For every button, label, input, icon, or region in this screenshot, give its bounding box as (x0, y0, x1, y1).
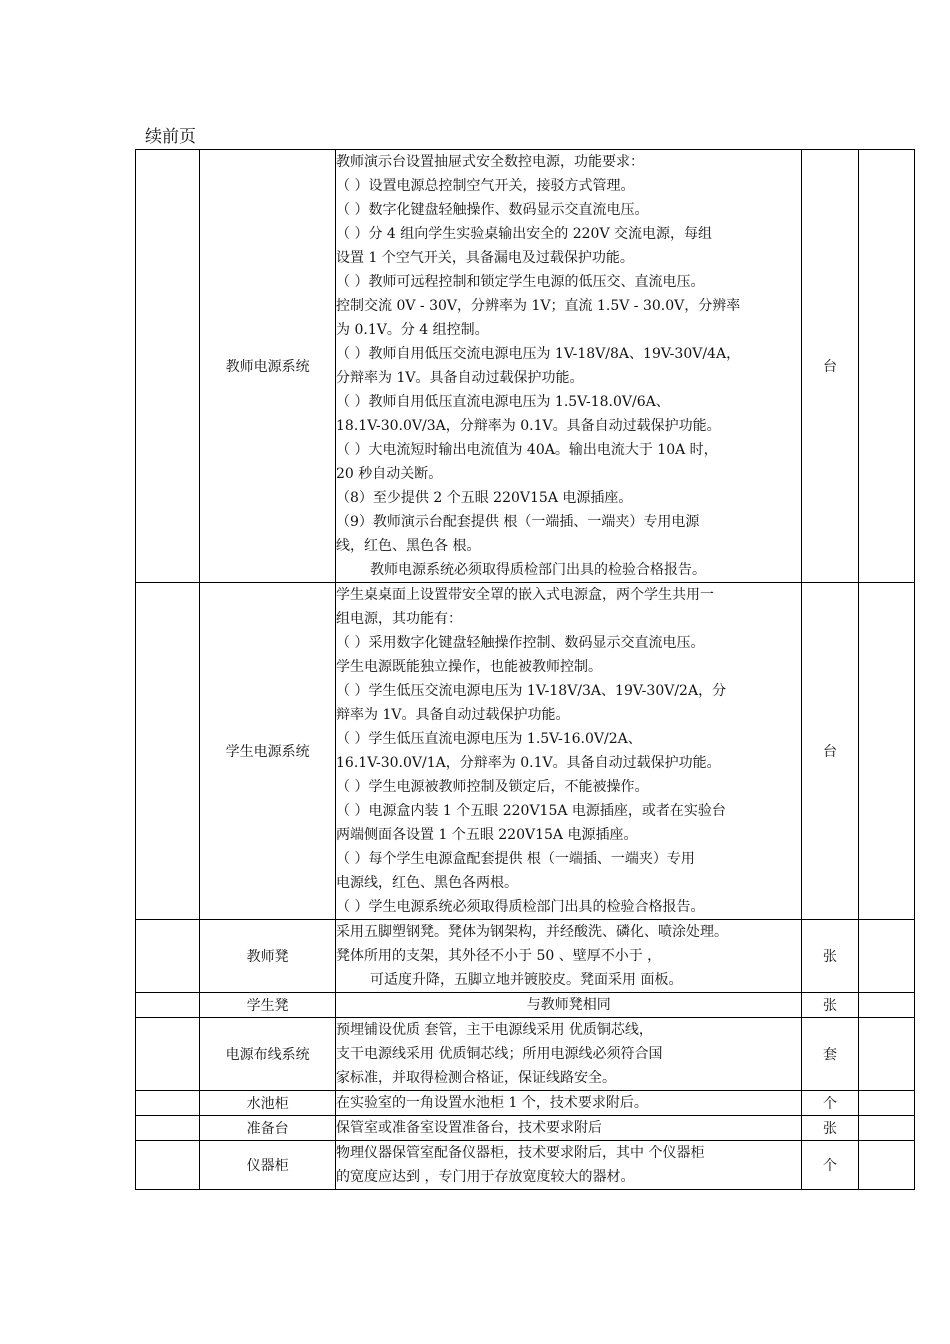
item-description (336, 150, 802, 583)
item-description (336, 920, 802, 993)
spec-table (135, 149, 915, 1190)
description-line: 保管室或准备室设置准备台，技术要求附后 (336, 1120, 603, 1136)
description-line: （ ）教师自用低压交流电源电压为 1V-18V/8A、19V-30V/4A， (336, 346, 741, 362)
description-line: 教师演示台设置抽屉式安全数控电源，功能要求： (336, 154, 645, 170)
description-line: （8）至少提供 2 个五眼 220V15A 电源插座。 (336, 490, 633, 506)
item-unit: 个 (802, 1141, 858, 1190)
description-line: 的宽度应达到 ，专门用于存放宽度较大的器材。 (336, 1169, 635, 1185)
item-unit: 张 (802, 993, 858, 1018)
item-name: 教师凳 (200, 920, 336, 993)
blank-cell (858, 583, 914, 920)
item-unit: 套 (802, 1018, 858, 1091)
blank-cell (858, 993, 914, 1018)
item-unit: 台 (802, 583, 858, 920)
table-row (136, 1116, 915, 1141)
blank-cell (858, 1116, 914, 1141)
item-description (336, 1018, 802, 1091)
description-line: 支干电源线采用 优质铜芯线；所用电源线必须符合国 (336, 1046, 663, 1062)
blank-cell (136, 1141, 200, 1190)
table-row (136, 1018, 915, 1091)
item-name: 水池柜 (200, 1091, 336, 1116)
description-line: （ ）学生低压直流电源电压为 1.5V-16.0V/2A、 (336, 731, 642, 747)
description-line: （ ）学生电源被教师控制及锁定后，不能被操作。 (336, 779, 649, 795)
blank-cell (136, 150, 200, 583)
item-name: 仪器柜 (200, 1141, 336, 1190)
page-heading: 续前页 (145, 127, 196, 147)
blank-cell (136, 583, 200, 920)
description-line: 组电源，其功能有： (336, 611, 463, 627)
description-line: （9）教师演示台配套提供 根（一端插、一端夹）专用电源 (336, 514, 700, 530)
description-line: （ ）分 4 组向学生实验桌输出安全的 220V 交流电源，每组 (336, 226, 713, 242)
blank-cell (858, 1018, 914, 1091)
item-description (336, 1141, 802, 1190)
description-line: 预埋铺设优质 套管，主干电源线采用 优质铜芯线， (336, 1022, 653, 1038)
description-line: （ ）电源盒内装 1 个五眼 220V15A 电源插座，或者在实验台 (336, 803, 726, 819)
item-description (336, 1091, 802, 1116)
description-line: 18.1V-30.0V/3A，分辩率为 0.1V。具备自动过载保护功能。 (336, 418, 721, 434)
description-line: 学生桌桌面上设置带安全罩的嵌入式电源盒，两个学生共用一 (336, 587, 715, 603)
blank-cell (136, 1091, 200, 1116)
item-description (336, 583, 802, 920)
table-row (136, 150, 915, 583)
description-line: 凳体所用的支架，其外径不小于 50 、壁厚不小于 ， (336, 948, 662, 964)
blank-cell (136, 920, 200, 993)
description-line: 学生电源既能独立操作，也能被教师控制。 (336, 659, 603, 675)
blank-cell (136, 1018, 200, 1091)
description-line: 物理仪器保管室配备仪器柜，技术要求附后，其中 个仪器柜 (336, 1145, 705, 1161)
blank-cell (858, 1091, 914, 1116)
description-line: 控制交流 0V - 30V，分辨率为 1V；直流 1.5V - 30.0V，分辨率 (336, 298, 741, 314)
blank-cell (858, 150, 914, 583)
table-row (136, 920, 915, 993)
description-line: 为 0.1V。分 4 组控制。 (336, 322, 489, 338)
description-line: 16.1V-30.0V/1A，分辩率为 0.1V。具备自动过载保护功能。 (336, 755, 721, 771)
item-name: 准备台 (200, 1116, 336, 1141)
blank-cell (136, 993, 200, 1018)
description-line: （ ）教师可远程控制和锁定学生电源的低压交、直流电压。 (336, 274, 705, 290)
item-description (336, 993, 802, 1018)
description-line: （ ）学生低压交流电源电压为 1V-18V/3A、19V-30V/2A，分 (336, 683, 727, 699)
item-unit: 张 (802, 1116, 858, 1141)
description-line: 电源线，红色、黑色各两根。 (336, 875, 519, 891)
blank-cell (858, 1141, 914, 1190)
description-line: （ ）教师自用低压直流电源电压为 1.5V-18.0V/6A、 (336, 394, 670, 410)
description-line: 辩率为 1V。具备自动过载保护功能。 (336, 707, 570, 723)
table-row (136, 583, 915, 920)
description-line: 采用五脚塑钢凳。凳体为钢架构，并经酸洗、磷化、喷涂处理。 (336, 924, 729, 940)
table-row (136, 993, 915, 1018)
item-unit: 个 (802, 1091, 858, 1116)
description-line: 两端侧面各设置 1 个五眼 220V15A 电源插座。 (336, 827, 638, 843)
item-unit: 台 (802, 150, 858, 583)
item-name: 电源布线系统 (200, 1018, 336, 1091)
blank-cell (136, 1116, 200, 1141)
description-line: 20 秒自动关断。 (336, 466, 443, 482)
item-description (336, 1116, 802, 1141)
description-line: 与教师凳相同 (526, 997, 611, 1013)
description-line: （ ）采用数字化键盘轻触操作控制、数码显示交直流电压。 (336, 635, 705, 651)
item-name: 教师电源系统 (200, 150, 336, 583)
item-unit: 张 (802, 920, 858, 993)
description-line: 分辩率为 1V。具备自动过载保护功能。 (336, 370, 584, 386)
description-line: （ ）学生电源系统必须取得质检部门出具的检验合格报告。 (336, 899, 705, 915)
item-name: 学生电源系统 (200, 583, 336, 920)
description-line: 教师电源系统必须取得质检部门出具的检验合格报告。 (370, 562, 707, 578)
description-line: （ ）数字化键盘轻触操作、数码显示交直流电压。 (336, 202, 649, 218)
description-line: （ ）设置电源总控制空气开关，接驳方式管理。 (336, 178, 635, 194)
description-line: 可适度升降，五脚立地并镀胶皮。凳面采用 面板。 (370, 972, 683, 988)
blank-cell (858, 920, 914, 993)
description-line: 家标准，并取得检测合格证，保证线路安全。 (336, 1070, 617, 1086)
table-row (136, 1091, 915, 1116)
table-row (136, 1141, 915, 1190)
description-line: （ ）每个学生电源盒配套提供 根（一端插、一端夹）专用 (336, 851, 695, 867)
description-line: 线，红色、黑色各 根。 (336, 538, 481, 554)
description-line: 在实验室的一角设置水池柜 1 个，技术要求附后。 (336, 1095, 648, 1111)
description-line: 设置 1 个空气开关，具备漏电及过载保护功能。 (336, 250, 634, 266)
item-name: 学生凳 (200, 993, 336, 1018)
description-line: （ ）大电流短时输出电流值为 40A。输出电流大于 10A 时， (336, 442, 718, 458)
